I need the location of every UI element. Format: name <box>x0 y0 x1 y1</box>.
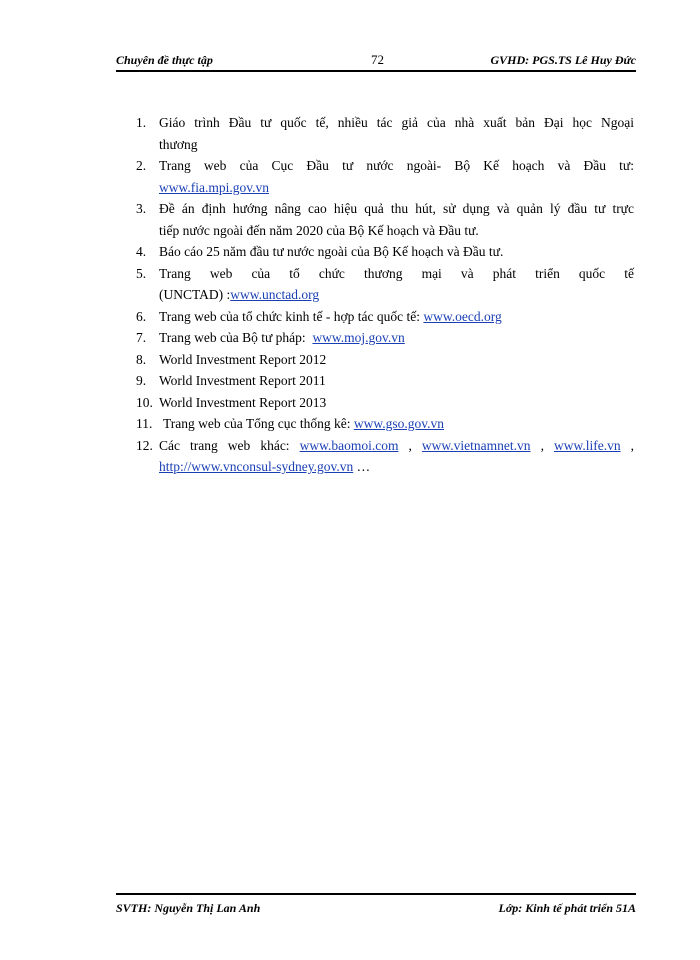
link-baomoi[interactable]: www.baomoi.com <box>299 437 399 453</box>
link-fia[interactable]: www.fia.mpi.gov.vn <box>159 179 269 195</box>
page-header <box>116 50 636 72</box>
item-text: (UNCTAD) : <box>159 287 231 302</box>
item-text: Trang web của Cục Đầu tư nước ngoài- Bộ Kế hoạch và Đầu tư: <box>159 158 634 173</box>
item-text: Đề án định hướng nâng cao hiệu quả thu hút, sử dụng và quản lý đầu tư trực <box>159 201 634 216</box>
item-text: World Investment Report 2012 <box>159 351 327 367</box>
page-footer <box>116 893 636 916</box>
list-item <box>136 456 634 478</box>
item-number: 12. <box>136 437 153 453</box>
list-item: 12. Các trang web khác: www.baomoi.com , www.vietnamnet.vn , www.life.vn , <box>136 435 634 457</box>
item-text: Báo cáo 25 năm đầu tư nước ngoài của Bộ Kế hoạch và Đầu tư. <box>159 244 504 259</box>
link-unctad[interactable]: www.unctad.org <box>230 287 320 302</box>
item-ellipsis: … <box>356 459 371 474</box>
item-number: 3. <box>136 201 147 216</box>
list-item <box>136 198 634 220</box>
footer-student: SVTH: Nguyễn Thị Lan Anh <box>116 901 261 915</box>
link-life[interactable]: www.life.vn <box>553 437 621 453</box>
list-item <box>136 263 634 285</box>
list-item <box>136 134 634 156</box>
item-number: 10. <box>136 394 153 410</box>
list-item <box>136 177 634 199</box>
link-oecd[interactable]: www.oecd.org <box>423 308 502 324</box>
item-number: 8. <box>136 351 147 367</box>
list-item <box>136 155 634 177</box>
list-item <box>136 284 634 306</box>
item-number: 7. <box>136 330 147 345</box>
list-item <box>136 112 634 134</box>
item-number: 9. <box>136 373 147 388</box>
item-text: World Investment Report 2013 <box>159 394 327 410</box>
list-item <box>136 392 634 414</box>
item-number: 5. <box>136 265 147 281</box>
item-text: Giáo trình Đầu tư quốc tế, nhiều tác giả của nhà xuất bản Đại học Ngoại <box>159 115 634 130</box>
item-number: 1. <box>136 115 147 130</box>
header-title: Chuyên đề thực tập <box>116 53 213 67</box>
list-item <box>136 220 634 242</box>
item-text: Các trang web khác: <box>159 437 290 453</box>
item-text: Trang web của tổ chức kinh tế - hợp tác quốc tế: <box>159 308 421 324</box>
item-text: tiếp nước ngoài đến năm 2020 của Bộ Kế hoạch và Đầu tư. <box>159 222 479 238</box>
list-item <box>136 241 634 263</box>
item-number: 6. <box>136 308 147 324</box>
header-supervisor: GVHD: PGS.TS Lê Huy Đức <box>490 53 636 67</box>
item-text: World Investment Report 2011 <box>159 373 326 388</box>
page-number: 72 <box>371 52 384 67</box>
link-gso[interactable]: www.gso.gov.vn <box>353 416 444 431</box>
item-text: thương <box>159 136 198 152</box>
item-text: Trang web của Tổng cục thống kê: <box>163 416 351 431</box>
item-text: Trang web của tổ chức thương mại và phát triển quốc tế <box>159 265 634 281</box>
reference-list <box>136 112 634 478</box>
link-vietnamnet[interactable]: www.vietnamnet.vn <box>421 437 531 453</box>
item-number: 4. <box>136 244 147 259</box>
item-number: 11. <box>136 416 153 431</box>
item-text: Trang web của Bộ tư pháp: <box>159 330 306 345</box>
link-moj[interactable]: www.moj.gov.vn <box>312 330 405 345</box>
footer-class: Lớp: Kinh tế phát triển 51A <box>498 901 636 915</box>
list-item <box>136 306 634 328</box>
link-vnconsul[interactable]: http://www.vnconsul-sydney.gov.vn <box>159 459 354 474</box>
list-item <box>136 327 634 349</box>
list-item <box>136 370 634 392</box>
item-number: 2. <box>136 158 147 173</box>
list-item <box>136 413 634 435</box>
list-item <box>136 349 634 371</box>
